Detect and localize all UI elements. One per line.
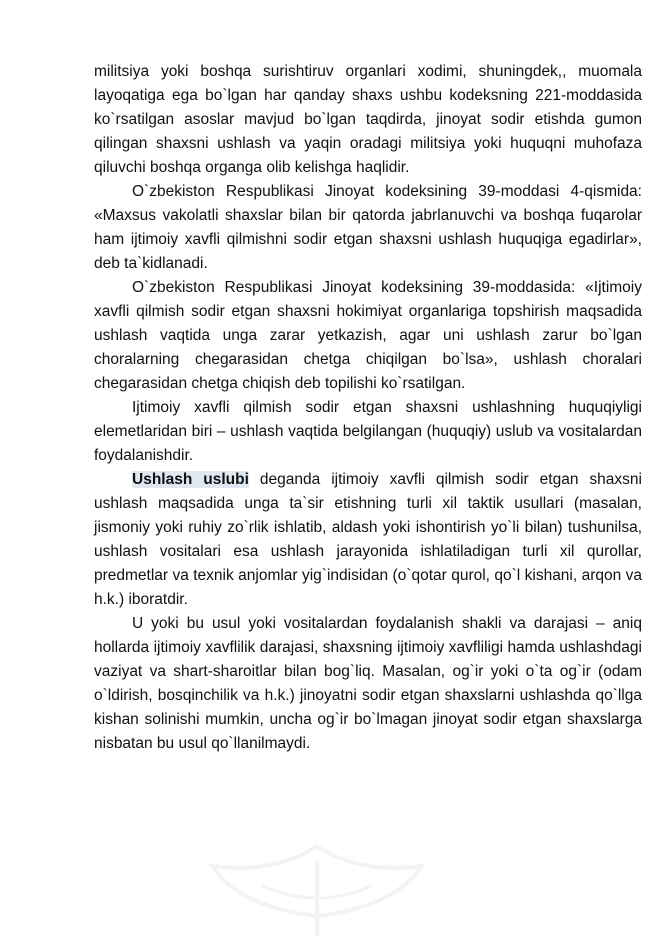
- paragraph-5: [94, 468, 642, 612]
- document-page: [94, 60, 642, 756]
- watermark-logo-icon: [192, 836, 442, 946]
- paragraph-1: militsiya yoki boshqa surishtiruv organlari xodimi, shuningdek,, muomala layoqatiga ega bo`lgan har qanday shaxs ushbu kodeksning 221-moddasida ko`rsatilgan asoslar mavjud bo`lgan taqdirda, jinoyat sodir etishda gumon qilingan shaxsni ushlash va yaqin oradagi militsiya yoki huquqni muhofaza qiluvchi boshqa organga olib kelishga haqlidir.: [94, 63, 642, 176]
- highlighted-term: Ushlash uslubi: [132, 471, 249, 488]
- paragraph-4: Ijtimoiy xavfli qilmish sodir etgan shaxsni ushlashning huquqiyligi elemetlaridan biri – ushlash vaqtida belgilangan (huquqiy) uslub va vositalardan foydalanishdir.: [94, 399, 642, 464]
- paragraph-6: U yoki bu usul yoki vositalardan foydalanish shakli va darajasi – aniq hollarda ijtimoiy xavflilik darajasi, shaxsning ijtimoiy xavfliligi hamda ushlashdagi vaziyat va shart-sharoitlar bilan bog`liq. Masalan, og`ir yoki o`ta og`ir (odam o`ldirish, bosqinchilik va h.k.) jinoyatni sodir etgan shaxslarni ushlashda qo`llga kishan solinishi mumkin, uncha og`ir bo`lmagan jinoyat sodir etgan shaxslarga nisbatan bu usul qo`llanilmaydi.: [94, 615, 642, 752]
- paragraph-5-text: deganda ijtimoiy xavfli qilmish sodir etgan shaxsni ushlash maqsadida unga ta`sir etishning turli xil taktik usullari (masalan, jismoniy yoki ruhiy zo`rlik ishlatib, aldash yoki ishontirish yo`li bilan) tushunilsa, ushlash vositalari esa ushlash jarayonida ishlatiladigan turli xil qurollar, predmetlar va texnik anjomlar yig`indisidan (o`qotar qurol, qo`l kishani, arqon va h.k.) iboratdir.: [94, 471, 642, 608]
- paragraph-2: O`zbekiston Respublikasi Jinoyat kodeksining 39-moddasi 4-qismida: «Maxsus vakolatli shaxslar bilan bir qatorda jabrlanuvchi va boshqa fuqarolar ham ijtimoiy xavfli qilmishni sodir etgan shaxsni ushlash huquqiga egadirlar», deb ta`kidlanadi.: [94, 183, 642, 272]
- paragraph-3: O`zbekiston Respublikasi Jinoyat kodeksining 39-moddasida: «Ijtimoiy xavfli qilmish sodir etgan shaxsni hokimiyat organlariga topshirish maqsadida ushlash vaqtida unga zarar yetkazish, agar uni ushlash zarur bo`lgan choralarning chegarasidan chetga chiqilgan bo`lsa», ushlash choralari chegarasidan chetga chiqish deb topilishi ko`rsatilgan.: [94, 279, 642, 392]
